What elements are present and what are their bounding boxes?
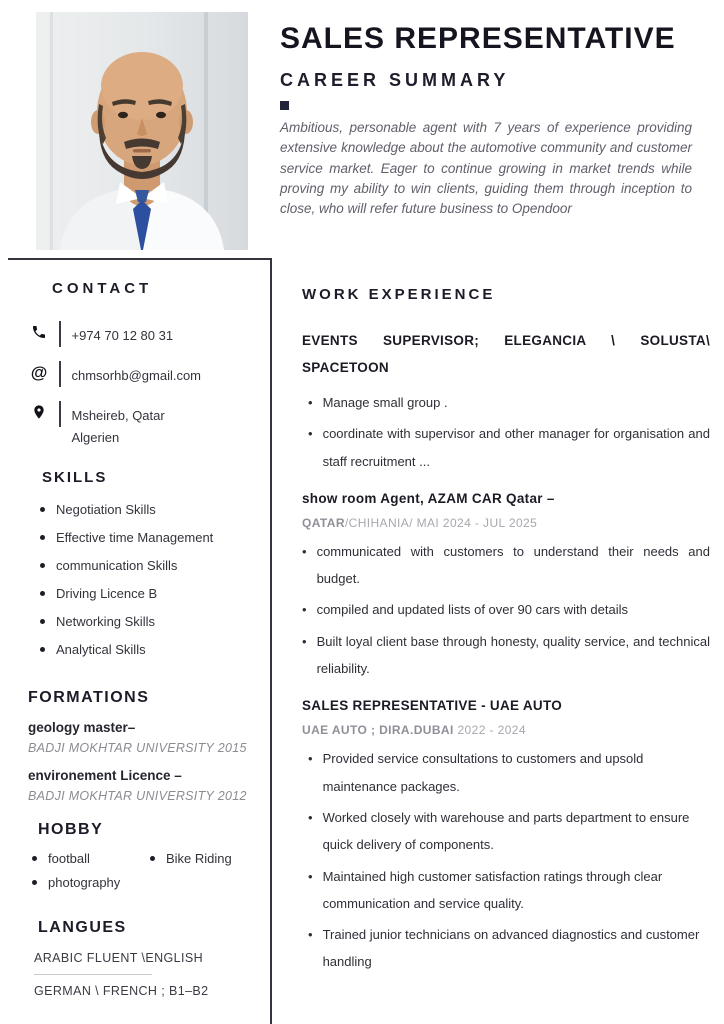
hobby-item: Bike Riding — [150, 851, 232, 866]
phone-icon — [28, 321, 50, 343]
skill-item: Negotiation Skills — [40, 502, 260, 517]
langues-heading: LANGUES — [38, 919, 127, 937]
skill-item: Analytical Skills — [40, 642, 260, 657]
header — [0, 0, 724, 258]
header-text — [280, 12, 692, 258]
hobby-item: photography — [32, 875, 150, 890]
skill-item: Driving Licence B — [40, 586, 260, 601]
job-bullet-list — [308, 745, 710, 975]
bullet-dot: • — [302, 633, 307, 649]
bullet-dot — [40, 563, 45, 568]
language-rule — [34, 974, 152, 975]
job-showroom-agent — [302, 485, 710, 682]
bullet-dot — [150, 856, 155, 861]
career-summary-text: Ambitious, personable agent with 7 years of experience providing extensive knowledge about the automotive community and customer service market. Eager to continue growing in market trends while proving my ability to win clients, guiding them through inception to close, who will refer future business to Opendoor — [280, 120, 692, 216]
hobby-heading: HOBBY — [38, 821, 104, 839]
skill-item: Networking Skills — [40, 614, 260, 629]
work-experience-heading: WORK EXPERIENCE — [302, 286, 496, 303]
skills-list — [40, 502, 260, 657]
job-subtitle — [302, 516, 710, 530]
job-title: SALES REPRESENTATIVE - UAE AUTO — [302, 698, 563, 714]
language-line: GERMAN \ FRENCH ; B1–B2 — [34, 984, 209, 999]
bullet-dot: • — [302, 543, 307, 559]
formation-detail: BADJI MOKHTAR UNIVERSITY 2015 — [28, 741, 247, 756]
job-bullet: • Trained junior technicians on advanced diagnostics and customer handling — [308, 921, 710, 976]
hobby-col1 — [32, 851, 150, 899]
job-subtitle-dates: /CHIHANIA/ MAI 2024 - JUL 2025 — [344, 515, 538, 530]
formation-title: geology master– — [28, 720, 136, 736]
formation-detail: BADJI MOKHTAR UNIVERSITY 2012 — [28, 789, 247, 804]
contact-phone-row — [28, 321, 260, 347]
job-events-supervisor — [302, 327, 710, 475]
bullet-dot: • — [308, 868, 313, 884]
left-column — [0, 260, 272, 1024]
job-title: show room Agent, AZAM CAR Qatar – — [302, 490, 555, 506]
contact-location-row — [28, 401, 260, 449]
bullet-dot — [32, 856, 37, 861]
contact-separator — [59, 401, 61, 427]
bullet-dot — [40, 507, 45, 512]
bullet-dot: • — [308, 927, 313, 943]
bullet-dot — [40, 647, 45, 652]
career-summary-heading: CAREER SUMMARY — [280, 70, 510, 90]
decorative-square — [280, 101, 289, 110]
job-bullet: • Maintained high customer satisfaction ratings through clear communication and service quality. — [308, 863, 710, 918]
job-bullet: • communicated with customers to understand their needs and budget. — [302, 538, 710, 593]
skill-item: communication Skills — [40, 558, 260, 573]
contact-list — [28, 321, 260, 449]
job-bullet: • Manage small group . — [308, 389, 710, 416]
job-bullet-list — [308, 389, 710, 475]
hobby-item: football — [32, 851, 150, 866]
location-line2: Algerien — [71, 430, 120, 446]
skill-item: Effective time Management — [40, 530, 260, 545]
page-title: SALES REPRESENTATIVE — [280, 22, 676, 55]
bullet-dot: • — [308, 751, 313, 767]
location-line1: Msheireb, Qatar — [71, 408, 165, 424]
formations-heading: FORMATIONS — [28, 689, 150, 707]
bullet-dot — [32, 880, 37, 885]
job-bullet: • Built loyal client base through honesty, quality service, and technical reliability. — [302, 628, 710, 683]
body-columns — [0, 260, 724, 1024]
job-subtitle-employer: UAE AUTO ; DIRA.DUBAI — [302, 723, 454, 738]
job-sales-representative — [302, 692, 710, 975]
profile-photo — [36, 12, 248, 250]
job-subtitle — [302, 723, 710, 737]
job-bullet-list — [302, 538, 710, 682]
right-column — [272, 260, 724, 1024]
email-address: chmsorhb@gmail.com — [71, 368, 202, 384]
at-icon: @ — [30, 362, 48, 382]
formation-title: environement Licence – — [28, 768, 182, 784]
bullet-dot — [40, 619, 45, 624]
job-subtitle-dates: 2022 - 2024 — [453, 723, 526, 738]
job-title-line2: SPACETOON — [302, 360, 389, 375]
contact-email-row — [28, 361, 260, 387]
job-bullet: • Provided service consultations to customers and upsold maintenance packages. — [308, 745, 710, 800]
contact-separator — [59, 361, 61, 387]
job-title-line1: EVENTS SUPERVISOR; ELEGANCIA \ SOLUSTA\ — [302, 333, 710, 348]
bullet-dot: • — [308, 426, 313, 442]
portrait-illustration — [36, 12, 248, 250]
job-bullet: • compiled and updated lists of over 90 cars with details — [302, 596, 710, 623]
bullet-dot: • — [308, 809, 313, 825]
language-line: ARABIC FLUENT \ENGLISH — [34, 951, 204, 966]
contact-heading: CONTACT — [52, 280, 153, 297]
contact-separator — [59, 321, 61, 347]
location-pin-icon — [28, 401, 50, 423]
hobby-lists — [32, 851, 260, 899]
job-bullet: • coordinate with supervisor and other manager for organisation and staff recruitment ... — [308, 420, 710, 475]
job-subtitle-employer: QATAR — [302, 515, 345, 530]
job-bullet: • Worked closely with warehouse and parts department to ensure quick delivery of components. — [308, 804, 710, 859]
bullet-dot — [40, 591, 45, 596]
skills-heading: SKILLS — [42, 469, 108, 487]
bullet-dot: • — [308, 395, 313, 410]
phone-number: +974 70 12 80 31 — [71, 328, 174, 343]
hobby-col2 — [150, 851, 232, 899]
bullet-dot — [40, 535, 45, 540]
bullet-dot: • — [302, 602, 307, 618]
location-text — [72, 401, 165, 449]
